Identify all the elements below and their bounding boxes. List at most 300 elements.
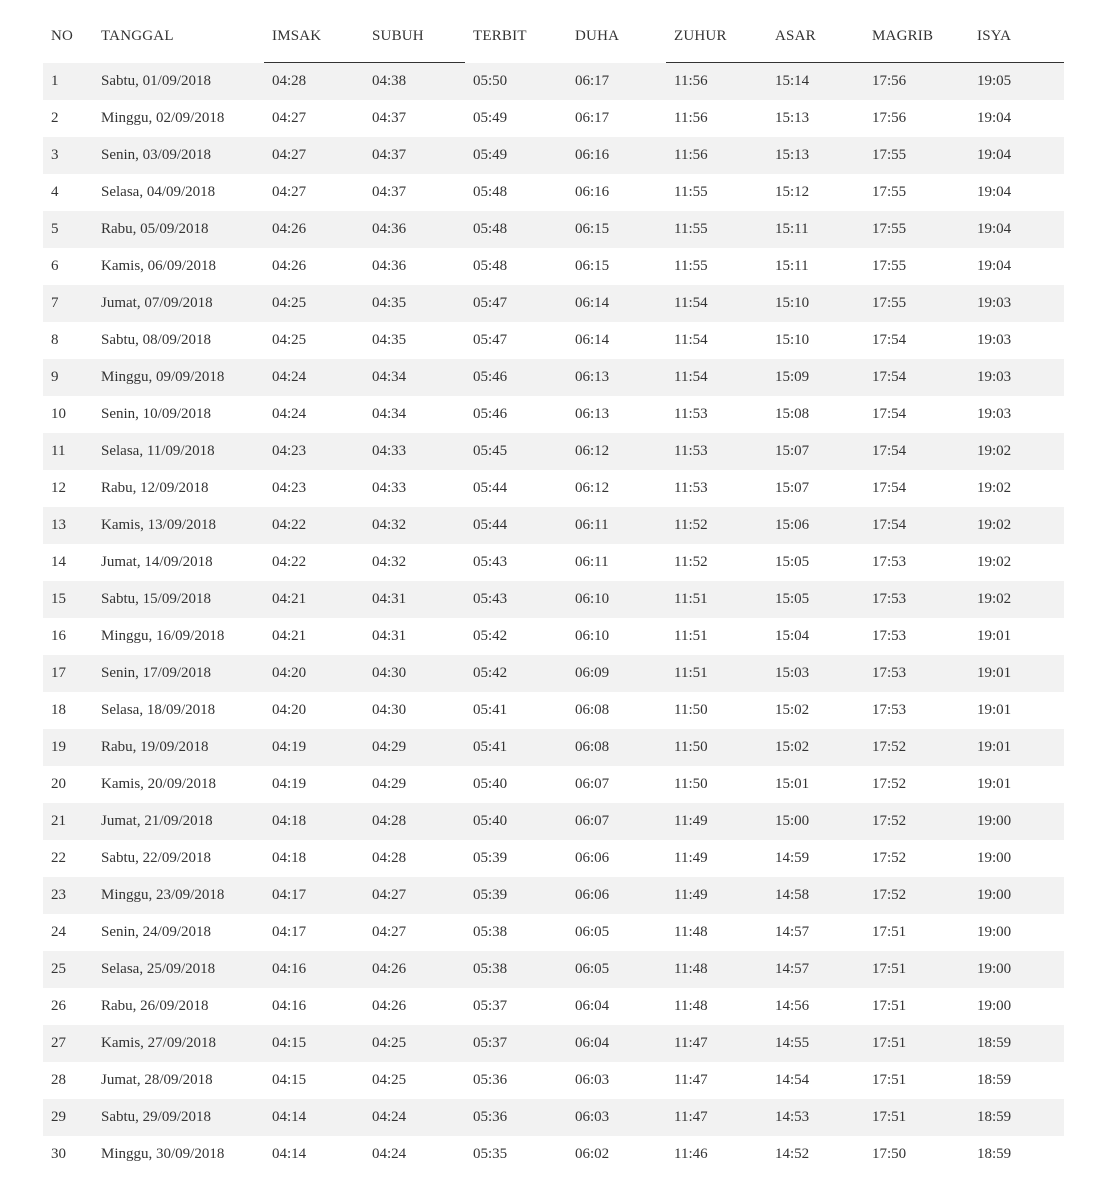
table-row [43, 729, 1064, 766]
table-row [43, 248, 1064, 285]
cell-isya: 18:59 [977, 1072, 1012, 1088]
cell-duha: 06:12 [575, 480, 610, 496]
cell-terbit: 05:45 [465, 433, 567, 470]
cell-duha: 06:15 [567, 211, 666, 248]
cell-asar: 15:14 [767, 63, 864, 101]
table-row [43, 1062, 1064, 1099]
cell-asar: 15:12 [775, 184, 810, 200]
column-header-asar: ASAR [767, 10, 864, 63]
cell-zuhur: 11:54 [666, 359, 767, 396]
cell-duha: 06:15 [575, 258, 610, 274]
column-header-no: NO [51, 27, 74, 44]
cell-no: 14 [51, 554, 66, 570]
cell-asar: 15:05 [767, 581, 864, 618]
cell-subuh: 04:35 [364, 285, 465, 322]
cell-subuh: 04:27 [364, 877, 465, 914]
cell-no: 18 [51, 702, 66, 718]
cell-imsak: 04:25 [272, 332, 307, 348]
cell-asar: 14:59 [775, 850, 810, 866]
cell-zuhur: 11:54 [674, 332, 708, 348]
cell-duha: 06:06 [567, 877, 666, 914]
cell-no: 8 [51, 332, 59, 348]
table-row [43, 470, 1064, 507]
cell-magrib: 17:52 [864, 877, 969, 914]
cell-zuhur: 11:47 [666, 1025, 767, 1062]
cell-subuh: 04:32 [372, 554, 407, 570]
cell-asar: 15:06 [767, 507, 864, 544]
cell-tanggal: Senin, 10/09/2018 [101, 406, 212, 422]
column-header-imsak: IMSAK [264, 10, 364, 63]
table-row [43, 1025, 1064, 1062]
cell-zuhur: 11:50 [666, 729, 767, 766]
cell-terbit: 05:47 [473, 332, 508, 348]
cell-tanggal: Kamis, 27/09/2018 [93, 1025, 264, 1062]
cell-no: 27 [43, 1025, 93, 1062]
cell-asar: 15:04 [775, 628, 810, 644]
cell-zuhur: 11:49 [666, 877, 767, 914]
cell-no: 30 [51, 1146, 66, 1162]
table-row [43, 692, 1064, 729]
cell-isya: 19:00 [969, 951, 1064, 988]
cell-isya: 19:01 [977, 628, 1012, 644]
cell-subuh: 04:24 [372, 1146, 407, 1162]
cell-isya: 19:00 [977, 850, 1012, 866]
cell-no: 19 [43, 729, 93, 766]
column-header-terbit: TERBIT [473, 27, 527, 44]
cell-asar: 15:01 [775, 776, 810, 792]
cell-tanggal: Senin, 24/09/2018 [101, 924, 212, 940]
cell-terbit: 05:38 [465, 951, 567, 988]
cell-duha: 06:07 [575, 776, 610, 792]
cell-imsak: 04:22 [272, 554, 307, 570]
cell-terbit: 05:40 [465, 803, 567, 840]
cell-imsak: 04:17 [264, 877, 364, 914]
cell-magrib: 17:52 [864, 729, 969, 766]
cell-no: 3 [43, 137, 93, 174]
cell-subuh: 04:36 [372, 258, 407, 274]
cell-subuh: 04:29 [364, 729, 465, 766]
cell-zuhur: 11:49 [674, 850, 708, 866]
cell-tanggal: Sabtu, 29/09/2018 [93, 1099, 264, 1136]
cell-tanggal: Sabtu, 01/09/2018 [93, 63, 264, 101]
cell-no: 10 [51, 406, 66, 422]
cell-tanggal: Selasa, 04/09/2018 [101, 184, 216, 200]
cell-subuh: 04:27 [372, 924, 407, 940]
cell-zuhur: 11:48 [666, 951, 767, 988]
cell-terbit: 05:41 [465, 729, 567, 766]
cell-imsak: 04:24 [264, 359, 364, 396]
cell-isya: 19:00 [969, 803, 1064, 840]
cell-isya: 19:02 [969, 433, 1064, 470]
column-header-zuhur: ZUHUR [666, 10, 767, 63]
cell-terbit: 05:43 [465, 581, 567, 618]
table-row [43, 914, 1064, 951]
cell-zuhur: 11:47 [666, 1099, 767, 1136]
cell-imsak: 04:26 [264, 211, 364, 248]
cell-tanggal: Rabu, 26/09/2018 [101, 998, 209, 1014]
cell-isya: 19:04 [977, 184, 1012, 200]
cell-magrib: 17:53 [864, 655, 969, 692]
cell-no: 17 [43, 655, 93, 692]
cell-magrib: 17:55 [864, 285, 969, 322]
cell-zuhur: 11:51 [666, 581, 767, 618]
cell-zuhur: 11:50 [674, 702, 708, 718]
cell-isya: 18:59 [969, 1099, 1064, 1136]
cell-tanggal: Selasa, 25/09/2018 [93, 951, 264, 988]
cell-isya: 19:05 [969, 63, 1064, 101]
cell-terbit: 05:46 [465, 359, 567, 396]
cell-magrib: 17:54 [872, 480, 907, 496]
table-row [43, 100, 1064, 137]
cell-duha: 06:05 [575, 924, 610, 940]
cell-zuhur: 11:56 [674, 110, 708, 126]
table-header-row [43, 10, 1064, 63]
cell-duha: 06:04 [567, 1025, 666, 1062]
cell-duha: 06:09 [567, 655, 666, 692]
cell-asar: 15:10 [775, 332, 810, 348]
cell-subuh: 04:30 [364, 655, 465, 692]
column-header-magrib: MAGRIB [864, 10, 969, 63]
cell-no: 7 [43, 285, 93, 322]
cell-duha: 06:05 [567, 951, 666, 988]
cell-magrib: 17:55 [872, 184, 907, 200]
cell-no: 1 [43, 63, 93, 101]
cell-imsak: 04:28 [264, 63, 364, 101]
cell-magrib: 17:51 [864, 1025, 969, 1062]
table-row [43, 840, 1064, 877]
cell-isya: 19:00 [977, 998, 1012, 1014]
cell-asar: 15:03 [767, 655, 864, 692]
table-row [43, 396, 1064, 433]
cell-terbit: 05:35 [473, 1146, 508, 1162]
cell-duha: 06:17 [575, 110, 610, 126]
table-row [43, 581, 1064, 618]
cell-subuh: 04:38 [364, 63, 465, 101]
cell-subuh: 04:35 [372, 332, 407, 348]
cell-imsak: 04:18 [272, 850, 307, 866]
cell-zuhur: 11:54 [666, 285, 767, 322]
cell-isya: 19:02 [969, 507, 1064, 544]
cell-subuh: 04:31 [372, 628, 407, 644]
cell-no: 15 [43, 581, 93, 618]
table-row [43, 766, 1064, 803]
cell-terbit: 05:48 [473, 184, 508, 200]
cell-magrib: 17:55 [872, 258, 907, 274]
cell-no: 26 [51, 998, 66, 1014]
cell-asar: 15:11 [775, 258, 809, 274]
cell-magrib: 17:53 [872, 702, 907, 718]
cell-terbit: 05:38 [473, 924, 508, 940]
cell-duha: 06:11 [567, 507, 666, 544]
cell-magrib: 17:52 [864, 803, 969, 840]
cell-subuh: 04:29 [372, 776, 407, 792]
cell-zuhur: 11:55 [674, 258, 708, 274]
cell-zuhur: 11:52 [666, 507, 767, 544]
cell-asar: 15:10 [767, 285, 864, 322]
cell-terbit: 05:48 [465, 211, 567, 248]
cell-subuh: 04:31 [364, 581, 465, 618]
cell-magrib: 17:53 [872, 628, 907, 644]
cell-isya: 19:03 [969, 359, 1064, 396]
cell-duha: 06:03 [575, 1072, 610, 1088]
cell-imsak: 04:20 [264, 655, 364, 692]
table-row [43, 877, 1064, 914]
table-row [43, 433, 1064, 470]
cell-tanggal: Rabu, 12/09/2018 [101, 480, 209, 496]
cell-isya: 19:03 [977, 406, 1012, 422]
cell-duha: 06:12 [567, 433, 666, 470]
cell-no: 5 [43, 211, 93, 248]
cell-subuh: 04:26 [364, 951, 465, 988]
cell-magrib: 17:52 [872, 850, 907, 866]
cell-asar: 15:07 [775, 480, 810, 496]
cell-asar: 15:08 [775, 406, 810, 422]
cell-magrib: 17:54 [864, 433, 969, 470]
cell-tanggal: Minggu, 16/09/2018 [101, 628, 225, 644]
cell-duha: 06:04 [575, 998, 610, 1014]
table-row [43, 988, 1064, 1025]
table-row [43, 618, 1064, 655]
cell-duha: 06:08 [567, 729, 666, 766]
cell-asar: 15:07 [767, 433, 864, 470]
cell-duha: 06:14 [575, 332, 610, 348]
cell-asar: 15:00 [767, 803, 864, 840]
cell-imsak: 04:27 [272, 184, 307, 200]
cell-asar: 14:57 [775, 924, 810, 940]
cell-asar: 15:13 [767, 137, 864, 174]
cell-isya: 19:00 [969, 877, 1064, 914]
cell-tanggal: Sabtu, 15/09/2018 [93, 581, 264, 618]
cell-asar: 14:55 [767, 1025, 864, 1062]
table-row [43, 322, 1064, 359]
cell-terbit: 05:44 [473, 480, 508, 496]
cell-isya: 19:01 [977, 776, 1012, 792]
cell-terbit: 05:46 [473, 406, 508, 422]
cell-isya: 19:04 [977, 258, 1012, 274]
cell-isya: 19:03 [977, 332, 1012, 348]
cell-isya: 19:03 [969, 285, 1064, 322]
cell-magrib: 17:55 [864, 137, 969, 174]
cell-imsak: 04:25 [264, 285, 364, 322]
cell-no: 13 [43, 507, 93, 544]
cell-terbit: 05:49 [473, 110, 508, 126]
cell-imsak: 04:23 [264, 433, 364, 470]
cell-tanggal: Jumat, 14/09/2018 [101, 554, 213, 570]
cell-isya: 19:00 [977, 924, 1012, 940]
cell-terbit: 05:42 [465, 655, 567, 692]
table-row [43, 507, 1064, 544]
cell-tanggal: Selasa, 18/09/2018 [101, 702, 216, 718]
cell-terbit: 05:39 [465, 877, 567, 914]
cell-terbit: 05:37 [465, 1025, 567, 1062]
cell-tanggal: Minggu, 23/09/2018 [93, 877, 264, 914]
cell-terbit: 05:48 [473, 258, 508, 274]
cell-zuhur: 11:46 [674, 1146, 708, 1162]
cell-tanggal: Rabu, 19/09/2018 [93, 729, 264, 766]
cell-tanggal: Minggu, 30/09/2018 [101, 1146, 225, 1162]
cell-magrib: 17:54 [872, 332, 907, 348]
cell-isya: 19:02 [977, 554, 1012, 570]
cell-asar: 14:56 [775, 998, 810, 1014]
table-row [43, 174, 1064, 211]
cell-zuhur: 11:50 [674, 776, 708, 792]
cell-terbit: 05:41 [473, 702, 508, 718]
cell-tanggal: Sabtu, 08/09/2018 [101, 332, 212, 348]
cell-duha: 06:13 [575, 406, 610, 422]
cell-zuhur: 11:55 [674, 184, 708, 200]
cell-subuh: 04:33 [372, 480, 407, 496]
cell-subuh: 04:32 [364, 507, 465, 544]
column-header-tanggal: TANGGAL [101, 27, 174, 44]
cell-duha: 06:17 [567, 63, 666, 101]
table-row [43, 359, 1064, 396]
table-row [43, 1099, 1064, 1136]
cell-tanggal: Jumat, 07/09/2018 [93, 285, 264, 322]
cell-imsak: 04:15 [264, 1025, 364, 1062]
table-body [43, 63, 1064, 1174]
cell-tanggal: Senin, 03/09/2018 [93, 137, 264, 174]
cell-asar: 14:52 [775, 1146, 810, 1162]
cell-isya: 19:02 [969, 581, 1064, 618]
cell-imsak: 04:16 [272, 998, 307, 1014]
column-header-subuh: SUBUH [364, 10, 465, 63]
cell-asar: 15:02 [775, 702, 810, 718]
cell-magrib: 17:51 [864, 951, 969, 988]
cell-magrib: 17:56 [864, 63, 969, 101]
table-row [43, 803, 1064, 840]
cell-subuh: 04:34 [364, 359, 465, 396]
cell-zuhur: 11:55 [666, 211, 767, 248]
cell-magrib: 17:53 [872, 554, 907, 570]
table-row [43, 211, 1064, 248]
cell-isya: 19:01 [969, 729, 1064, 766]
cell-no: 2 [51, 110, 59, 126]
cell-tanggal: Senin, 17/09/2018 [93, 655, 264, 692]
cell-tanggal: Minggu, 09/09/2018 [93, 359, 264, 396]
cell-duha: 06:16 [575, 184, 610, 200]
cell-no: 29 [43, 1099, 93, 1136]
cell-terbit: 05:49 [465, 137, 567, 174]
cell-zuhur: 11:51 [674, 628, 708, 644]
cell-no: 21 [43, 803, 93, 840]
cell-no: 20 [51, 776, 66, 792]
cell-tanggal: Kamis, 20/09/2018 [101, 776, 216, 792]
cell-zuhur: 11:56 [666, 63, 767, 101]
cell-no: 11 [43, 433, 93, 470]
table-row [43, 137, 1064, 174]
cell-magrib: 17:53 [864, 581, 969, 618]
cell-subuh: 04:36 [364, 211, 465, 248]
cell-isya: 19:01 [969, 655, 1064, 692]
cell-asar: 14:54 [775, 1072, 810, 1088]
cell-zuhur: 11:53 [674, 406, 708, 422]
cell-no: 6 [51, 258, 59, 274]
cell-imsak: 04:21 [272, 628, 307, 644]
cell-subuh: 04:25 [372, 1072, 407, 1088]
cell-asar: 14:53 [767, 1099, 864, 1136]
cell-zuhur: 11:53 [674, 480, 708, 496]
cell-magrib: 17:51 [872, 998, 907, 1014]
table-row [43, 285, 1064, 322]
cell-terbit: 05:39 [473, 850, 508, 866]
cell-terbit: 05:40 [473, 776, 508, 792]
cell-terbit: 05:47 [465, 285, 567, 322]
cell-terbit: 05:36 [465, 1099, 567, 1136]
cell-asar: 15:09 [767, 359, 864, 396]
cell-imsak: 04:14 [272, 1146, 307, 1162]
cell-terbit: 05:37 [473, 998, 508, 1014]
cell-zuhur: 11:52 [674, 554, 708, 570]
cell-magrib: 17:54 [864, 507, 969, 544]
cell-duha: 06:08 [575, 702, 610, 718]
cell-no: 23 [43, 877, 93, 914]
cell-no: 28 [51, 1072, 66, 1088]
cell-terbit: 05:44 [465, 507, 567, 544]
cell-asar: 15:11 [767, 211, 864, 248]
cell-no: 9 [43, 359, 93, 396]
cell-no: 4 [51, 184, 59, 200]
cell-magrib: 17:50 [872, 1146, 907, 1162]
cell-tanggal: Kamis, 13/09/2018 [93, 507, 264, 544]
cell-asar: 14:57 [767, 951, 864, 988]
prayer-schedule-table [43, 10, 1064, 1173]
cell-isya: 19:01 [977, 702, 1012, 718]
cell-magrib: 17:54 [872, 406, 907, 422]
cell-imsak: 04:19 [264, 729, 364, 766]
cell-zuhur: 11:56 [666, 137, 767, 174]
cell-magrib: 17:51 [872, 1072, 907, 1088]
cell-imsak: 04:24 [272, 406, 307, 422]
cell-no: 22 [51, 850, 66, 866]
cell-terbit: 05:42 [473, 628, 508, 644]
cell-duha: 06:10 [575, 628, 610, 644]
cell-terbit: 05:43 [473, 554, 508, 570]
cell-duha: 06:07 [567, 803, 666, 840]
cell-imsak: 04:27 [272, 110, 307, 126]
cell-tanggal: Rabu, 05/09/2018 [93, 211, 264, 248]
cell-terbit: 05:36 [473, 1072, 508, 1088]
cell-zuhur: 11:48 [674, 998, 708, 1014]
column-header-duha: DUHA [575, 27, 620, 44]
cell-subuh: 04:26 [372, 998, 407, 1014]
cell-imsak: 04:15 [272, 1072, 307, 1088]
cell-magrib: 17:56 [872, 110, 907, 126]
cell-isya: 18:59 [977, 1146, 1012, 1162]
cell-asar: 15:13 [775, 110, 810, 126]
table-row [43, 951, 1064, 988]
cell-duha: 06:16 [567, 137, 666, 174]
cell-terbit: 05:50 [465, 63, 567, 101]
cell-magrib: 17:52 [872, 776, 907, 792]
cell-subuh: 04:37 [372, 110, 407, 126]
cell-imsak: 04:16 [264, 951, 364, 988]
cell-zuhur: 11:53 [666, 433, 767, 470]
cell-asar: 15:02 [767, 729, 864, 766]
cell-tanggal: Jumat, 21/09/2018 [93, 803, 264, 840]
cell-tanggal: Jumat, 28/09/2018 [101, 1072, 213, 1088]
cell-subuh: 04:37 [364, 137, 465, 174]
cell-asar: 14:58 [767, 877, 864, 914]
cell-imsak: 04:14 [264, 1099, 364, 1136]
cell-duha: 06:11 [575, 554, 609, 570]
cell-subuh: 04:24 [364, 1099, 465, 1136]
cell-magrib: 17:55 [864, 211, 969, 248]
cell-isya: 19:02 [977, 480, 1012, 496]
cell-imsak: 04:21 [264, 581, 364, 618]
cell-isya: 19:04 [969, 137, 1064, 174]
cell-zuhur: 11:47 [674, 1072, 708, 1088]
cell-subuh: 04:33 [364, 433, 465, 470]
